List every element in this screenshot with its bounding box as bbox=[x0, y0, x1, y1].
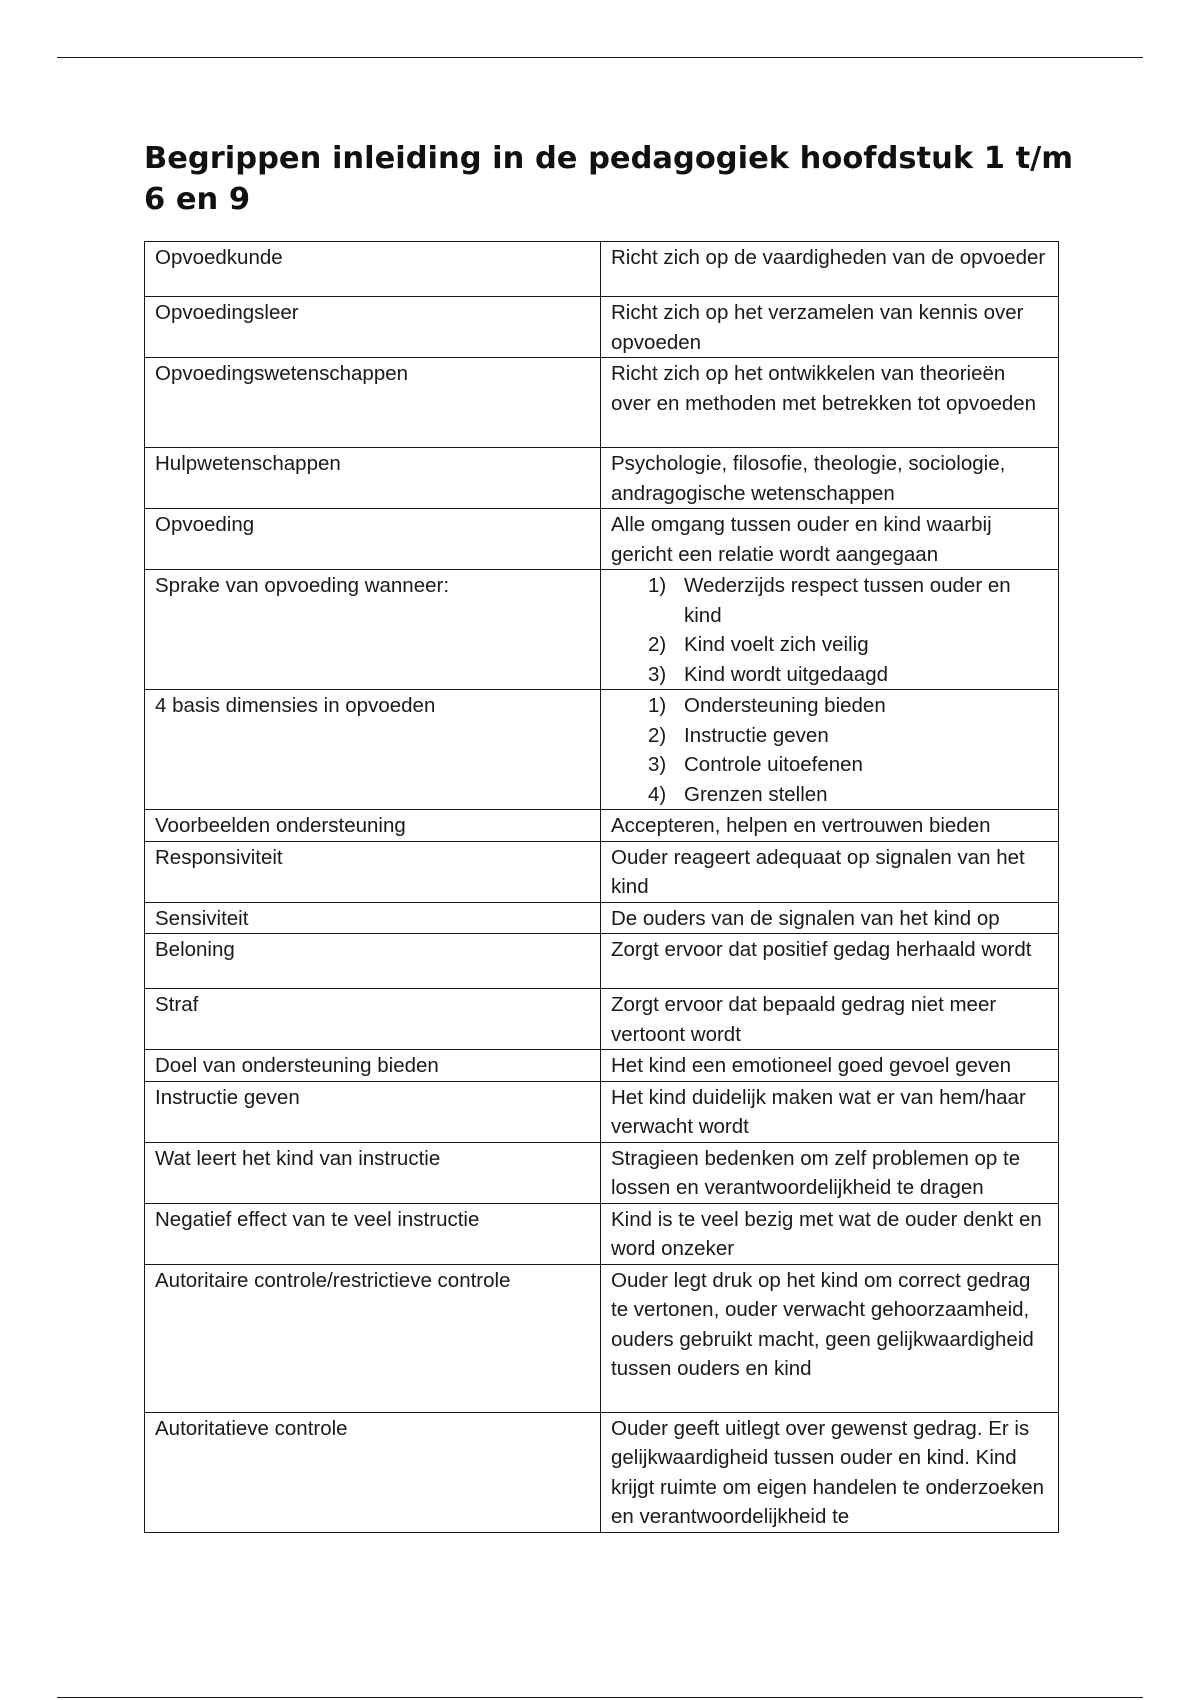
list-text: Grenzen stellen bbox=[684, 782, 828, 806]
numbered-list bbox=[611, 571, 1049, 689]
term-cell: Negatief effect van te veel instructie bbox=[145, 1203, 601, 1264]
list-number: 2) bbox=[648, 723, 667, 747]
definition-cell: Het kind een emotioneel goed gevoel geven bbox=[601, 1050, 1059, 1082]
term-cell: Beloning bbox=[145, 934, 601, 989]
definition-cell: Zorgt ervoor dat bepaald gedrag niet meer vertoont wordt bbox=[601, 989, 1059, 1050]
list-item bbox=[611, 780, 1049, 810]
table-row bbox=[145, 570, 1059, 690]
term-cell: Opvoedingswetenschappen bbox=[145, 358, 601, 448]
table-row bbox=[145, 810, 1059, 842]
list-number: 1) bbox=[648, 694, 667, 717]
list-number: 1) bbox=[648, 574, 667, 597]
term-cell: Opvoeding bbox=[145, 509, 601, 570]
term-cell: Opvoedingsleer bbox=[145, 297, 601, 358]
list-text: Kind wordt uitgedaagd bbox=[684, 662, 889, 686]
table-row bbox=[145, 448, 1059, 509]
table-row bbox=[145, 509, 1059, 570]
table-row bbox=[145, 841, 1059, 902]
list-number: 4) bbox=[648, 782, 667, 806]
list-number: 2) bbox=[648, 633, 667, 656]
term-cell: Instructie geven bbox=[145, 1081, 601, 1142]
table-row bbox=[145, 1264, 1059, 1412]
definition-cell: Zorgt ervoor dat positief gedag herhaald wordt bbox=[601, 934, 1059, 989]
table-row bbox=[145, 934, 1059, 989]
definition-cell: Ouder reageert adequaat op signalen van het kind bbox=[601, 841, 1059, 902]
term-cell: Autoritaire controle/restrictieve controle bbox=[145, 1264, 601, 1412]
list-item bbox=[611, 571, 1049, 630]
definition-cell bbox=[601, 570, 1059, 690]
list-item bbox=[611, 630, 1049, 660]
list-item bbox=[611, 660, 1049, 690]
table-row bbox=[145, 1050, 1059, 1082]
list-text: Instructie geven bbox=[684, 723, 829, 747]
table-row bbox=[145, 242, 1059, 297]
term-cell: 4 basis dimensies in opvoeden bbox=[145, 690, 601, 810]
definition-cell: Stragieen bedenken om zelf problemen op te lossen en verantwoordelijkheid te dragen bbox=[601, 1142, 1059, 1203]
table-row bbox=[145, 1412, 1059, 1532]
term-cell: Doel van ondersteuning bieden bbox=[145, 1050, 601, 1082]
definition-cell: De ouders van de signalen van het kind op bbox=[601, 902, 1059, 934]
definition-cell: Het kind duidelijk maken wat er van hem/haar verwacht wordt bbox=[601, 1081, 1059, 1142]
term-cell: Responsiviteit bbox=[145, 841, 601, 902]
list-number: 3) bbox=[648, 662, 667, 686]
definition-cell: Ouder geeft uitlegt over gewenst gedrag. Er is gelijkwaardigheid tussen ouder en kind. Kind krijgt ruimte om eigen handelen te onderzoeken en verantwoordelijkheid te bbox=[601, 1412, 1059, 1532]
term-cell: Straf bbox=[145, 989, 601, 1050]
term-cell: Hulpwetenschappen bbox=[145, 448, 601, 509]
term-cell: Opvoedkunde bbox=[145, 242, 601, 297]
term-cell: Sprake van opvoeding wanneer: bbox=[145, 570, 601, 690]
definition-cell: Psychologie, filosofie, theologie, sociologie, andragogische wetenschappen bbox=[601, 448, 1059, 509]
numbered-list bbox=[611, 691, 1049, 809]
definition-cell: Accepteren, helpen en vertrouwen bieden bbox=[601, 810, 1059, 842]
terms-table bbox=[144, 241, 1059, 1533]
table-row bbox=[145, 358, 1059, 448]
table-row bbox=[145, 1142, 1059, 1203]
table-row bbox=[145, 1081, 1059, 1142]
page-title: Begrippen inleiding in de pedagogiek hoofdstuk 1 t/m 6 en 9 bbox=[144, 141, 1074, 217]
table-row bbox=[145, 297, 1059, 358]
list-number: 3) bbox=[648, 753, 667, 776]
definition-cell: Kind is te veel bezig met wat de ouder denkt en word onzeker bbox=[601, 1203, 1059, 1264]
definition-cell: Richt zich op het verzamelen van kennis over opvoeden bbox=[601, 297, 1059, 358]
term-cell: Autoritatieve controle bbox=[145, 1412, 601, 1532]
header-rule bbox=[57, 57, 1143, 58]
table-row bbox=[145, 989, 1059, 1050]
footer-rule bbox=[57, 1697, 1143, 1698]
list-item bbox=[611, 750, 1049, 780]
list-item bbox=[611, 721, 1049, 751]
term-cell: Wat leert het kind van instructie bbox=[145, 1142, 601, 1203]
list-item bbox=[611, 691, 1049, 721]
list-text: Wederzijds respect tussen ouder en kind bbox=[684, 574, 1011, 627]
definition-cell: Alle omgang tussen ouder en kind waarbij gericht een relatie wordt aangegaan bbox=[601, 509, 1059, 570]
definition-cell bbox=[601, 690, 1059, 810]
term-cell: Sensiviteit bbox=[145, 902, 601, 934]
table-row bbox=[145, 690, 1059, 810]
table-row bbox=[145, 902, 1059, 934]
definition-cell: Ouder legt druk op het kind om correct gedrag te vertonen, ouder verwacht gehoorzaamheid, ouders gebruikt macht, geen gelijkwaardigheid tussen ouders en kind bbox=[601, 1264, 1059, 1412]
definition-cell: Richt zich op de vaardigheden van de opvoeder bbox=[601, 242, 1059, 297]
list-text: Kind voelt zich veilig bbox=[684, 633, 869, 656]
table-row bbox=[145, 1203, 1059, 1264]
definition-cell: Richt zich op het ontwikkelen van theorieën over en methoden met betrekken tot opvoeden bbox=[601, 358, 1059, 448]
term-cell: Voorbeelden ondersteuning bbox=[145, 810, 601, 842]
list-text: Controle uitoefenen bbox=[684, 753, 863, 776]
list-text: Ondersteuning bieden bbox=[684, 694, 886, 717]
